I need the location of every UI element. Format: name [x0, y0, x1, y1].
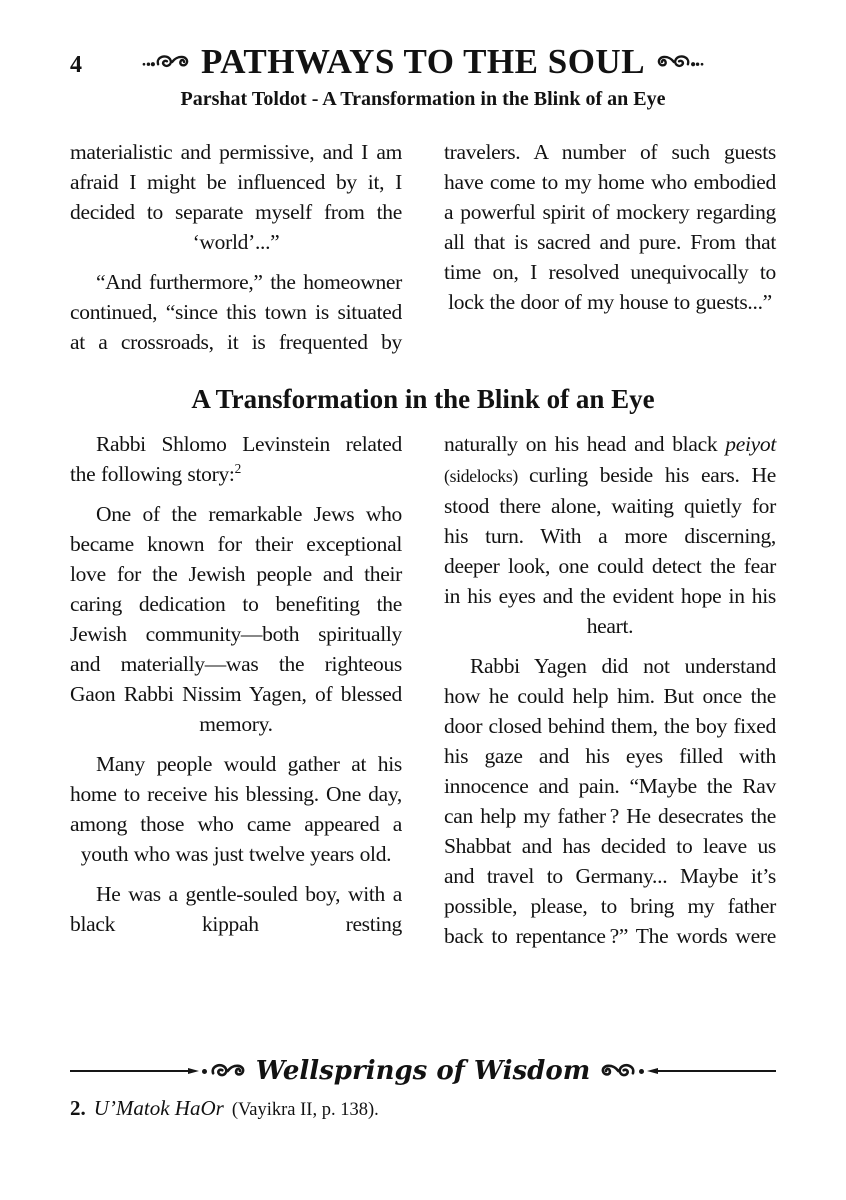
left-column: [70, 137, 402, 367]
footer-divider: [70, 1058, 776, 1084]
dot-icon: [202, 1069, 207, 1074]
hebrew-term: peiyot: [725, 432, 776, 457]
footer-ornament-title: Wellsprings of Wisdom: [255, 1056, 591, 1086]
page-subtitle: Parshat Toldot - A Transformation in the Blink of an Eye: [180, 87, 666, 110]
paragraph-text: Rabbi Shlomo Levinstein related the following story:: [70, 432, 402, 487]
paragraph-text: naturally on his head and black: [444, 432, 726, 457]
story-section: [0, 429, 846, 961]
paragraph: He was a gentle-souled boy, with a black kippah resting: [70, 882, 402, 937]
paragraph: One of the remarkable Jews who became known for their exceptional love for the Jewish people and their caring dedication to benefiting the Jewish community—both spiritually and materially—was the righteous Gaon Rabbi Nissim Yagen, of blessed memory.: [70, 502, 402, 737]
section-heading: A Transformation in the Blink of an Eye: [191, 383, 655, 414]
paragraph: travelers. A number of such guests have come to my home who embodied a powerful spirit of mockery regarding all that is sacred and pure. From that time on, I resolved unequivocally to lock the door of my house to guests...”: [444, 139, 776, 314]
paragraph: Rabbi Yagen did not understand how he could help him. But once the door closed behind them, the boy fixed his gaze and his eyes filled with innocence and pain. “Maybe the Rav can help my father ? He desecrates the Shabbat and has decided to leave us and travel to Germany... Maybe it’s possible, please, to bring my father back to repentance ?” The words were: [444, 654, 776, 949]
footnote-citation: (Vayikra II, p. 138).: [231, 1100, 379, 1120]
left-column: [70, 429, 402, 961]
continued-story-section: [0, 137, 846, 367]
page-number: 4: [70, 52, 82, 78]
footer-flourish-right-icon: [596, 1061, 636, 1081]
term-translation: (sidelocks): [444, 466, 529, 487]
paragraph-text: curling beside his ears. He stood there alone, waiting quietly for his turn. With a more discerning, deeper look, one could detect the fear in his eyes and the evident hope in his heart.: [444, 463, 776, 639]
right-column: [444, 429, 776, 961]
footer-flourish-left-icon: [210, 1061, 250, 1081]
flourish-left-icon: [141, 50, 193, 74]
page-footer: [0, 1058, 846, 1121]
paragraph: [70, 429, 402, 489]
arrow-left-icon: [647, 1068, 658, 1074]
footnote-reference: 2: [234, 460, 241, 476]
divider-rule-right: [658, 1070, 776, 1072]
paragraph: materialistic and permissive, and I am afraid I might be influenced by it, I decided to separate myself from the ‘world’...”: [70, 139, 402, 254]
paragraph: [444, 429, 776, 641]
right-column: [444, 137, 776, 367]
footnote: [70, 1096, 776, 1121]
page-header: [0, 0, 846, 111]
flourish-right-icon: [653, 50, 705, 74]
title-row: [0, 44, 846, 81]
paragraph: “And furthermore,” the homeowner continued, “since this town is situated at a crossroads, it is frequented by: [70, 269, 402, 354]
paragraph: Many people would gather at his home to receive his blessing. One day, among those who came appeared a youth who was just twelve years old.: [70, 752, 402, 867]
book-title: PATHWAYS TO THE SOUL: [200, 42, 646, 81]
divider-rule-left: [70, 1070, 188, 1072]
footnote-source: U’Matok HaOr: [93, 1096, 224, 1120]
footnote-number: 2.: [70, 1096, 86, 1120]
arrow-right-icon: [188, 1068, 199, 1074]
dot-icon: [639, 1069, 644, 1074]
